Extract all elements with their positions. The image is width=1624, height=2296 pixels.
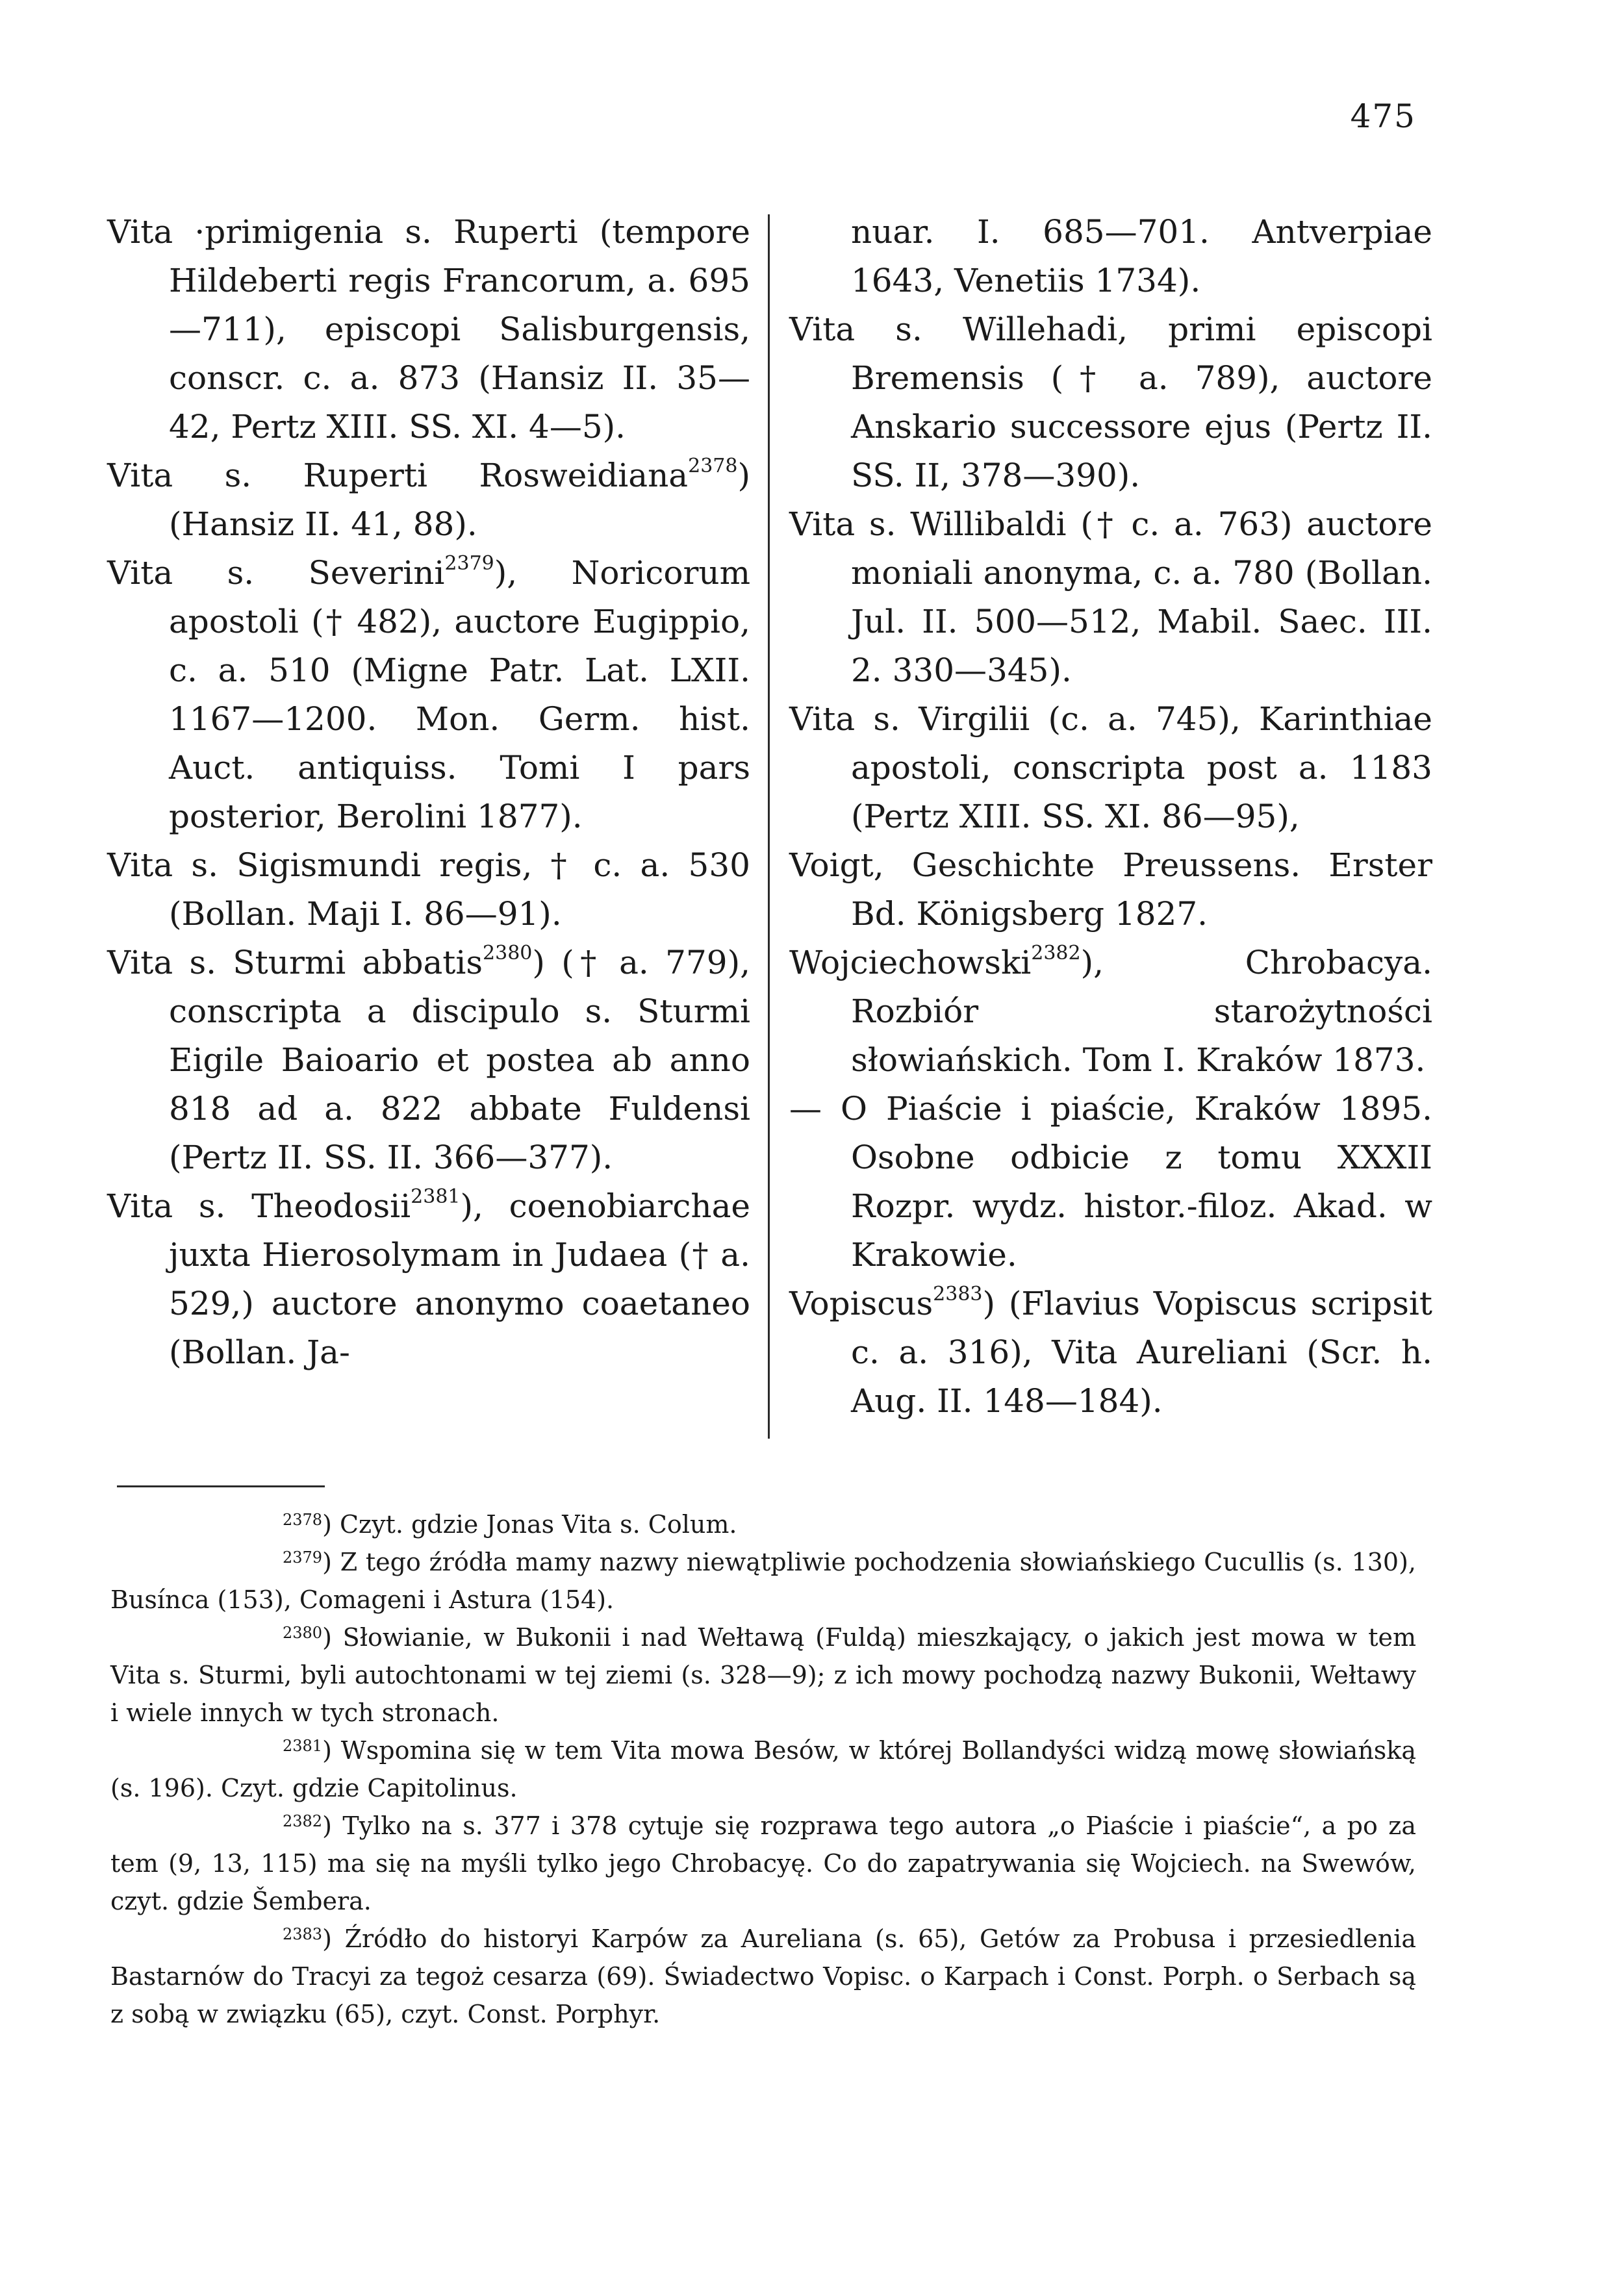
- footnote-ref-2383: 2383: [933, 1283, 983, 1306]
- footnote-number: 2378: [283, 1511, 323, 1529]
- footnote-2381: $^{2381}$) Wspomina się w tem Vita mowa Besów, w której Bollandyści widzą mowę słowiańską (s. 196). Czyt. gdzie Capitolinus.: [110, 1736, 1416, 1802]
- footnote-ref-2382: 2382: [1031, 942, 1081, 965]
- index-entry-vita-sturmi: Vita s. Sturmi abbatis$^{2380}$) († a. 779), conscripta a discipulo s. Sturmi Eigile Baioario et postea ab anno 818 ad a. 822 abbate Fuldensi (Pertz II. SS. II. 366—377).: [107, 942, 750, 1176]
- index-entry-vita-theodosii: Vita s. Theodosii$^{2381}$), coenobiarchae juxta Hierosolymam in Judaea († a. 529,) auctore anonymo coaetaneo (Bollan. Ja-: [107, 1185, 750, 1371]
- footnote-ref-2380: 2380: [483, 942, 533, 965]
- index-entry-vita-willibaldi: Vita s. Willibaldi († c. a. 763) auctore moniali anonyma, c. a. 780 (Bollan. Jul. II. 500—512, Mabil. Saec. III. 2. 330—345).: [789, 505, 1432, 689]
- index-entry-vita-sigismundi: Vita s. Sigismundi regis, † c. a. 530 (Bollan. Maji I. 86—91).: [107, 846, 750, 933]
- index-entry-wojciechowski: Wojciechowski$^{2382}$), Chrobacya. Rozbiór starożytności słowiańskich. Tom I. Kraków 1873.: [789, 942, 1432, 1079]
- footnote-number: 2381: [283, 1737, 323, 1755]
- footnote-number: 2379: [283, 1548, 323, 1567]
- column-divider: [768, 214, 770, 1439]
- index-entry-vita-virgilii: Vita s. Virgilii (c. a. 745), Karinthiae apostoli, conscripta post a. 1183 (Pertz XIII. SS. XI. 86—95),: [789, 700, 1432, 835]
- footnote-number: 2382: [283, 1812, 323, 1830]
- index-entry-vita-severini: Vita s. Severini$^{2379}$), Noricorum apostoli († 482), auctore Eugippio, c. a. 510 (Migne Patr. Lat. LXII. 1167—1200. Mon. Germ. hist. Auct. antiquiss. Tomi I pars posterior, Berolini 1877).: [107, 552, 750, 835]
- index-entry-o-piascie: — O Piaście i piaście, Kraków 1895. Osobne odbicie z tomu XXXII Rozpr. wydz. histor.-filoz. Akad. w Krakowie.: [789, 1090, 1432, 1274]
- index-entry-vita-ruperti-rosweidiana: Vita s. Ruperti Rosweidiana$^{2378}$) (Hansiz II. 41, 88).: [107, 455, 750, 543]
- footnote-number: 2383: [283, 1925, 323, 1943]
- footnote-number: 2380: [283, 1624, 323, 1642]
- footnote-2383: $^{2383}$) Źródło do historyi Karpów za Aureliana (s. 65), Getów za Probusa i przesiedlenia Bastarnów do Tracyi za tegoż cesarza (69). Świadectwo Vopisc. o Karpach i Const. Porph. o Serbach są z sobą w związku (65), czyt. Const. Porphyr.: [110, 1924, 1416, 2028]
- right-column: [789, 208, 1432, 1426]
- footnote-ref-2378: 2378: [688, 455, 738, 477]
- index-entry-vopiscus: Vopiscus$^{2383}$) (Flavius Vopiscus scripsit c. a. 316), Vita Aureliani (Scr. h. Aug. II. 148—184).: [789, 1283, 1432, 1420]
- footnote-ref-2379: 2379: [444, 552, 494, 575]
- footnote-2379: $^{2379}$) Z tego źródła mamy nazwy niewątpliwie pochodzenia słowiańskiego Cucullis (s. 130), Busínca (153), Comageni i Astura (154).: [110, 1548, 1416, 1614]
- footnotes: [110, 1506, 1416, 2033]
- index-entry-vita-primigenia-ruperti: Vita ·primigenia s. Ruperti (tempore Hildeberti regis Francorum, a. 695—711), episcopi Salisburgensis, conscr. c. a. 873 (Hansiz II. 35—42, Pertz XIII. SS. XI. 4—5).: [107, 213, 750, 446]
- left-column: [107, 208, 750, 1377]
- footnote-ref-2381: 2381: [411, 1185, 461, 1208]
- index-entry-vita-willehadi: Vita s. Willehadi, primi episcopi Bremensis († a. 789), auctore Anskario successore ejus (Pertz II. SS. II, 378—390).: [789, 310, 1432, 494]
- index-entry-continuation: nuar. I. 685—701. Antverpiae 1643, Venetiis 1734).: [851, 213, 1432, 299]
- footnote-separator: [117, 1485, 325, 1487]
- page-number: 475: [1350, 97, 1416, 135]
- footnote-2382: $^{2382}$) Tylko na s. 377 i 378 cytuje się rozprawa tego autora „o Piaście i piaście“, a po za tem (9, 13, 115) ma się na myśli tylko jego Chrobacyę. Co do zapatrywania się Wojciech. na Swewów, czyt. gdzie Šembera.: [110, 1811, 1416, 1915]
- footnote-2378: $^{2378}$) Czyt. gdzie Jonas Vita s. Colum.: [283, 1510, 737, 1539]
- index-entry-voigt: Voigt, Geschichte Preussens. Erster Bd. Königsberg 1827.: [789, 846, 1432, 933]
- footnote-2380: $^{2380}$) Słowianie, w Bukonii i nad Wełtawą (Fuldą) mieszkający, o jakich jest mowa w tem Vita s. Sturmi, byli autochtonami w tej ziemi (s. 328—9); z ich mowy pochodzą nazwy Bukonii, Wełtawy i wiele innych w tych stronach.: [110, 1623, 1416, 1727]
